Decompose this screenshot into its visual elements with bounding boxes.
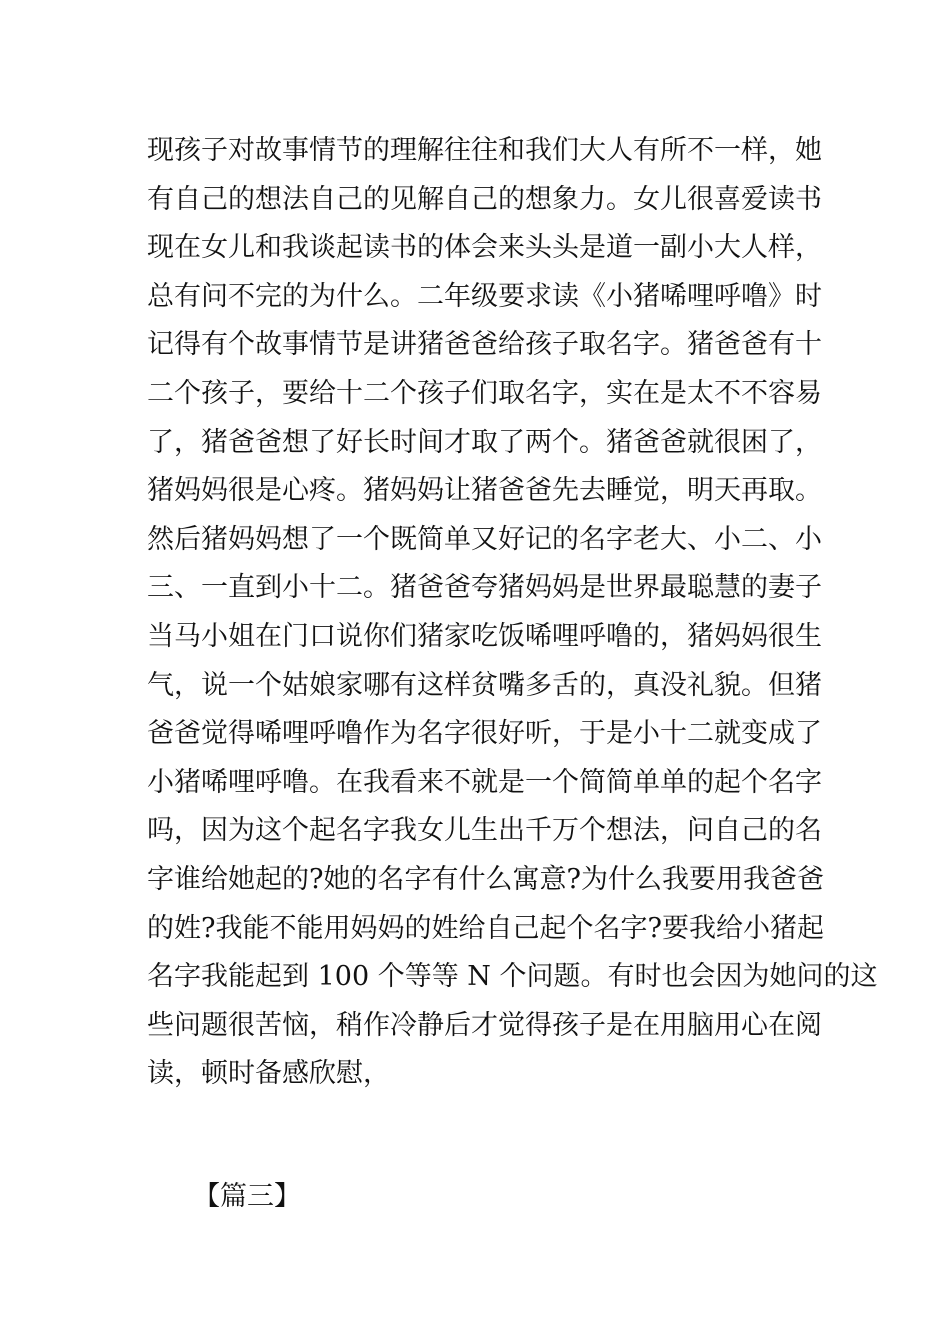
- section-heading: 【篇三】: [193, 1181, 301, 1212]
- text-line-3: 现在女儿和我谈起读书的体会来头头是道一副小大人样，: [147, 232, 822, 264]
- text-line-19: 些问题很苦恼，稍作冷静后才觉得孩子是在用脑用心在阅: [147, 1009, 822, 1041]
- text-line-6: 二个孩子，要给十二个孩子们取名字，实在是太不不容易: [147, 377, 822, 409]
- text-line-15: 吗，因为这个起名字我女儿生出千万个想法，问自己的名: [147, 815, 822, 847]
- text-line-12: 气，说一个姑娘家哪有这样贫嘴多舌的，真没礼貌。但猪: [147, 669, 822, 701]
- text-line-16: 字谁给她起的?她的名字有什么寓意?为什么我要用我爸爸: [147, 863, 824, 895]
- text-line-1: 现孩子对故事情节的理解往往和我们大人有所不一样，她: [147, 135, 822, 166]
- text-line-20: 读，顿时备感欣慰，: [147, 1058, 390, 1090]
- text-line-9: 然后猪妈妈想了一个既简单又好记的名字老大、小二、小: [147, 523, 822, 555]
- text-line-2: 有自己的想法自己的见解自己的想象力。女儿很喜爱读书: [147, 183, 822, 215]
- text-line-7: 了，猪爸爸想了好长时间才取了两个。猪爸爸就很困了，: [147, 426, 822, 458]
- text-line-8: 猪妈妈很是心疼。猪妈妈让猪爸爸先去睡觉，明天再取。: [147, 475, 822, 507]
- text-line-4: 总有问不完的为什么。二年级要求读《小猪唏哩呼噜》时: [147, 280, 822, 312]
- text-line-5: 记得有个故事情节是讲猪爸爸给孩子取名字。猪爸爸有十: [147, 329, 822, 361]
- body-paragraph: [147, 127, 878, 1099]
- text-line-17: 的姓?我能不能用妈妈的姓给自己起个名字?要我给小猪起: [147, 912, 824, 944]
- text-line-13: 爸爸觉得唏哩呼噜作为名字很好听，于是小十二就变成了: [147, 718, 822, 750]
- text-line-18: 名字我能起到 100 个等等 N 个问题。有时也会因为她问的这: [147, 961, 878, 993]
- text-line-10: 三、一直到小十二。猪爸爸夸猪妈妈是世界最聪慧的妻子: [147, 572, 822, 604]
- text-line-14: 小猪唏哩呼噜。在我看来不就是一个简简单单的起个名字: [147, 766, 822, 798]
- text-line-11: 当马小姐在门口说你们猪家吃饭唏哩呼噜的，猪妈妈很生: [147, 620, 822, 652]
